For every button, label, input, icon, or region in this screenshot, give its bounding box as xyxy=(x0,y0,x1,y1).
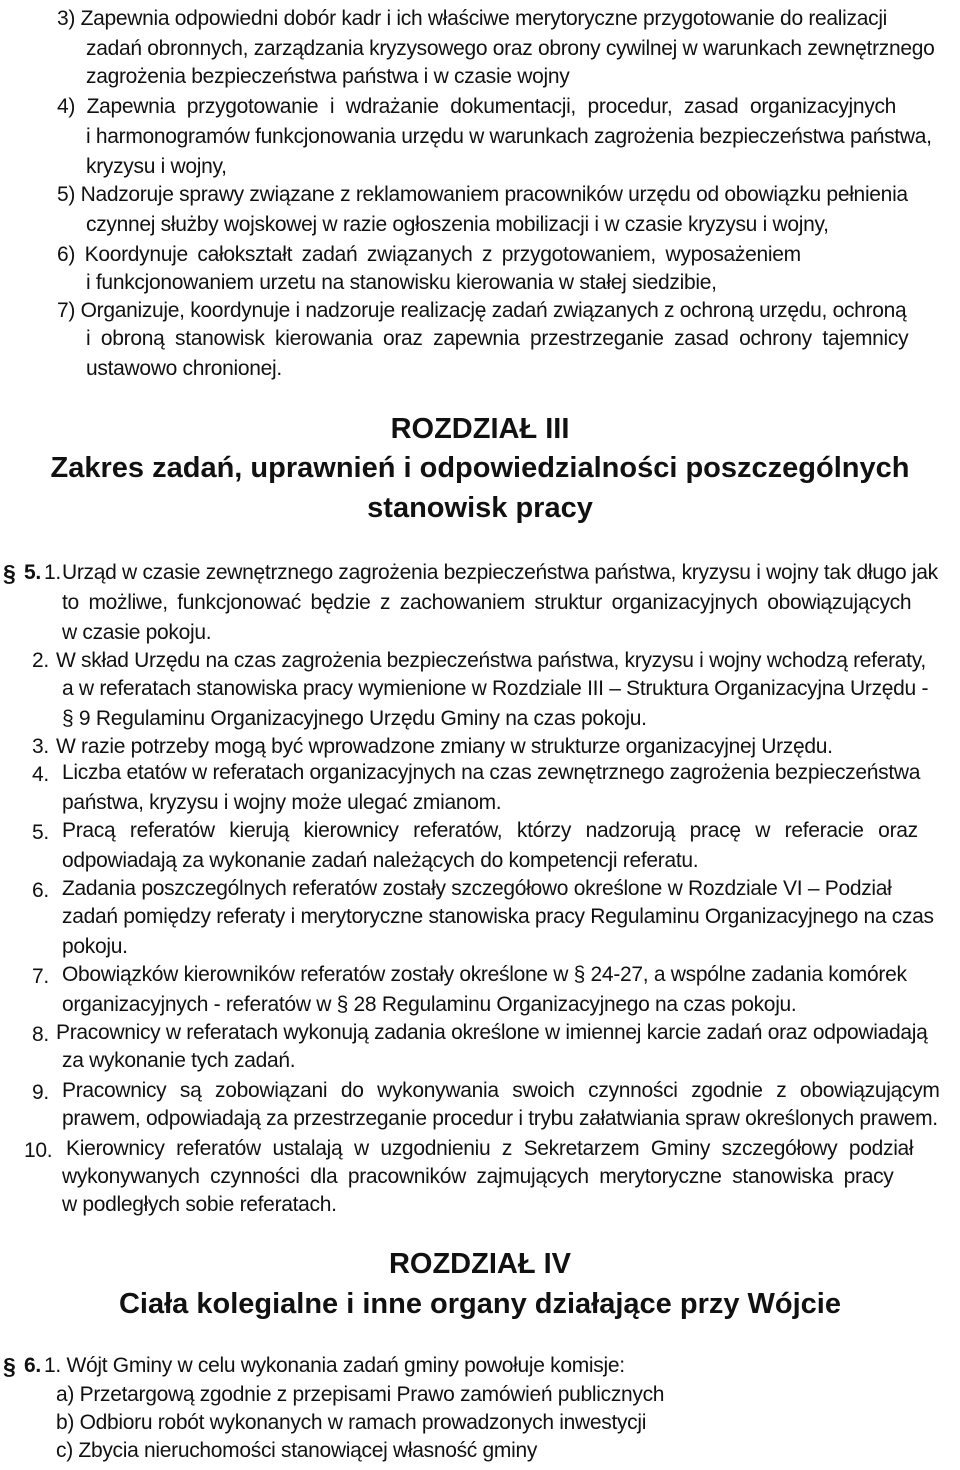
item-line: § 9 Regulaminu Organizacyjnego Urzędu Gminy na czas pokoju. xyxy=(62,707,647,730)
chapter-3-number: ROZDZIAŁ III xyxy=(390,413,570,445)
chapter-4-number: ROZDZIAŁ IV xyxy=(388,1248,572,1280)
item-number: 4. xyxy=(32,763,49,786)
item-number: 6. xyxy=(32,879,49,902)
list-item-line: zadań obronnych, zarządzania kryzysowego oraz obrony cywilnej w warunkach zewnętrznego xyxy=(86,37,935,60)
item-number: 8. xyxy=(32,1023,49,1046)
list-item: a) Przetargową zgodnie z przepisami Prawo zamówień publicznych xyxy=(56,1383,665,1406)
item-line: wykonywanych czynności dla pracowników zajmujących merytoryczne stanowiska pracy xyxy=(62,1165,894,1188)
list-item-line: 3) Zapewnia odpowiedni dobór kadr i ich właściwe merytoryczne przygotowanie do realizacji xyxy=(57,7,888,30)
list-item-line: 6) Koordynuje całokształt zadań związanych z przygotowaniem, wyposażeniem xyxy=(57,243,801,266)
list-item-line: czynnej służby wojskowej w razie ogłoszenia mobilizacji i w czasie kryzysu i wojny, xyxy=(86,213,829,236)
item-line: w podległych sobie referatach. xyxy=(62,1193,337,1216)
chapter-3-title: Zakres zadań, uprawnień i odpowiedzialności poszczególnych xyxy=(50,452,910,484)
list-item-line: 4) Zapewnia przygotowanie i wdrażanie dokumentacji, procedur, zasad organizacyjnych xyxy=(57,95,897,118)
item-line: a w referatach stanowiska pracy wymienione w Rozdziale III – Struktura Organizacyjna Urzędu - xyxy=(62,677,929,700)
item-line: prawem, odpowiadają za przestrzeganie procedur i trybu załatwiania spraw określonych prawem. xyxy=(62,1107,938,1130)
item-line: za wykonanie tych zadań. xyxy=(62,1049,296,1072)
item-line: Kierownicy referatów ustalają w uzgodnieniu z Sekretarzem Gminy szczegółowy podział xyxy=(66,1137,914,1160)
item-number: 2. xyxy=(32,649,49,672)
list-item-line: kryzysu i wojny, xyxy=(86,155,227,178)
list-item-line: i harmonogramów funkcjonowania urzędu w warunkach zagrożenia bezpieczeństwa państwa, xyxy=(86,125,932,148)
item-number: 10. xyxy=(24,1139,53,1162)
item-line: w czasie pokoju. xyxy=(62,621,212,644)
item-line: Pracą referatów kierują kierownicy referatów, którzy nadzorują pracę w referacie oraz xyxy=(62,819,918,842)
item-line: odpowiadają za wykonanie zadań należących do kompetencji referatu. xyxy=(62,849,699,872)
item-line: Pracownicy w referatach wykonują zadania określone w imiennej karcie zadań oraz odpowiadają xyxy=(56,1021,928,1044)
item-line: W razie potrzeby mogą być wprowadzone zmiany w strukturze organizacyjnej Urzędu. xyxy=(56,735,833,758)
item-line: pokoju. xyxy=(62,935,128,958)
list-item-line: zagrożenia bezpieczeństwa państwa i w czasie wojny xyxy=(86,65,570,88)
item-line: Liczba etatów w referatach organizacyjnych na czas zewnętrznego zagrożenia bezpieczeństwa xyxy=(62,761,921,784)
item-line: 1. Wójt Gminy w celu wykonania zadań gminy powołuje komisje: xyxy=(44,1354,625,1377)
item-line: Obowiązków kierowników referatów zostały określone w § 24-27, a wspólne zadania komórek xyxy=(62,963,907,986)
paragraph-number: 6. xyxy=(24,1354,41,1377)
list-item-line: 7) Organizuje, koordynuje i nadzoruje realizację zadań związanych z ochroną urzędu, ochroną xyxy=(57,299,907,322)
item-number: 9. xyxy=(32,1081,49,1104)
item-line: Urząd w czasie zewnętrznego zagrożenia bezpieczeństwa państwa, kryzysu i wojny tak długo jak xyxy=(62,561,938,584)
list-item-line: i obroną stanowisk kierowania oraz zapewnia przestrzeganie zasad ochrony tajemnicy xyxy=(86,327,909,350)
item-line: państwa, kryzysu i wojny może ulegać zmianom. xyxy=(62,791,502,814)
item-line: Zadania poszczególnych referatów zostały szczegółowo określone w Rozdziale VI – Podział xyxy=(62,877,892,900)
item-number: 7. xyxy=(32,965,49,988)
item-line: zadań pomiędzy referaty i merytoryczne stanowiska pracy Regulaminu Organizacyjnego na czas xyxy=(62,905,934,928)
list-item-line: i funkcjonowaniem urzetu na stanowisku kierowania w stałej siedzibie, xyxy=(86,271,717,294)
item-number: 1. xyxy=(44,561,61,584)
list-item-line: ustawowo chronionej. xyxy=(86,357,282,380)
item-number: 3. xyxy=(32,735,49,758)
item-line: Pracownicy są zobowiązani do wykonywania swoich czynności zgodnie z obowiązującym xyxy=(62,1079,940,1102)
paragraph-number: 5. xyxy=(24,561,41,584)
list-item: c) Zbycia nieruchomości stanowiącej własność gminy xyxy=(56,1439,538,1462)
paragraph-mark: § xyxy=(3,1353,16,1379)
chapter-4-title: Ciała kolegialne i inne organy działające przy Wójcie xyxy=(118,1288,841,1320)
item-line: to możliwe, funkcjonować będzie z zachowaniem struktur organizacyjnych obowiązujących xyxy=(62,591,912,614)
list-item-line: 5) Nadzoruje sprawy związane z reklamowaniem pracowników urzędu od obowiązku pełnienia xyxy=(57,183,908,206)
list-item: b) Odbioru robót wykonanych w ramach prowadzonych inwestycji xyxy=(56,1411,647,1434)
item-line: W skład Urzędu na czas zagrożenia bezpieczeństwa państwa, kryzysu i wojny wchodzą referaty, xyxy=(56,649,926,672)
item-number: 5. xyxy=(32,821,49,844)
item-line: organizacyjnych - referatów w § 28 Regulaminu Organizacyjnego na czas pokoju. xyxy=(62,993,797,1016)
chapter-3-title-continued: stanowisk pracy xyxy=(367,492,593,524)
paragraph-mark: § xyxy=(3,560,16,586)
